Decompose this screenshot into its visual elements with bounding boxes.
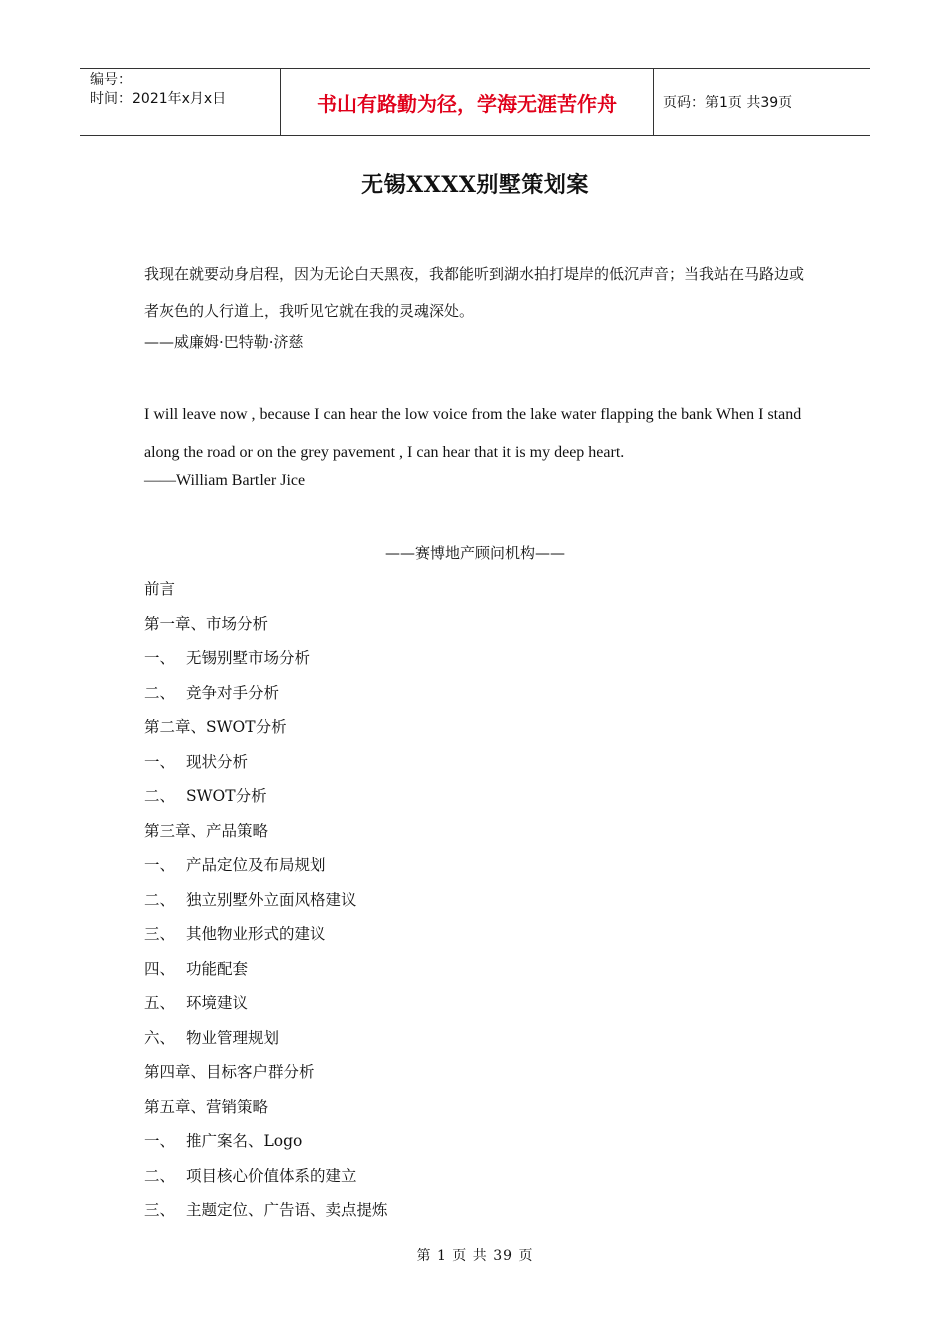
toc-item (144, 988, 388, 1023)
toc-item-text: 无锡别墅市场分析 (186, 649, 311, 667)
toc-item-number: 二、 (144, 787, 176, 805)
toc-item-number: 三、 (144, 925, 176, 943)
header-page-info: 页码：第1页 共39页 (663, 95, 793, 111)
header-meta (80, 69, 281, 135)
toc-item-number: 三、 (144, 1201, 176, 1219)
toc-item-number: 一、 (144, 649, 176, 667)
toc-item-text: 其他物业形式的建议 (186, 925, 326, 943)
page-footer: 第 1 页 共 39 页 (416, 1248, 534, 1264)
toc-item-number: 四、 (144, 959, 176, 978)
toc-item (144, 954, 388, 989)
toc-item (144, 1057, 388, 1092)
document-title: 无锡XXXX别墅策划案 (361, 172, 589, 198)
toc-item (144, 1161, 388, 1196)
toc-item-text: 功能配套 (186, 959, 249, 978)
toc-item (144, 712, 388, 747)
toc-item (144, 850, 388, 885)
toc-item-text: 第五章、营销策略 (144, 1097, 269, 1116)
toc-item-text: 推广案名、Logo (186, 1132, 303, 1150)
quote-chinese-author: ——威廉姆·巴特勒·济慈 (144, 333, 304, 351)
toc-item (144, 678, 388, 713)
toc-item (144, 1023, 388, 1058)
toc-item-text: 第三章、产品策略 (144, 821, 269, 840)
toc-item (144, 747, 388, 782)
toc-item-number: 二、 (144, 890, 176, 909)
toc-item-text: 竞争对手分析 (186, 683, 280, 702)
toc-item (144, 919, 388, 954)
quote-chinese: 我现在就要动身启程，因为无论白天黑夜，我都能听到湖水拍打堤岸的低沉声音；当我站在马路边或者灰色的人行道上，我听见它就在我的灵魂深处。 (144, 265, 805, 320)
table-of-contents (144, 574, 388, 1230)
toc-item-number: 一、 (144, 1132, 176, 1150)
toc-item-text: 第二章、SWOT分析 (144, 718, 287, 736)
toc-item (144, 643, 388, 678)
toc-item-number: 五、 (144, 994, 176, 1012)
toc-item-number: 一、 (144, 752, 176, 771)
toc-item-text: 现状分析 (186, 752, 249, 771)
toc-item (144, 609, 388, 644)
toc-item-number: 二、 (144, 1166, 176, 1185)
toc-item-text: 第四章、目标客户群分析 (144, 1063, 315, 1081)
time-label: 时间：2021年x月x日 (90, 91, 227, 107)
toc-item-text: SWOT分析 (186, 787, 267, 805)
toc-item (144, 1195, 388, 1230)
toc-item (144, 816, 388, 851)
toc-item (144, 1126, 388, 1161)
toc-item-text: 前言 (144, 580, 176, 598)
page-header (80, 68, 870, 136)
toc-item-number: 六、 (144, 1028, 176, 1047)
quote-english-author: ——William Bartler Jice (144, 472, 306, 489)
toc-item-number: 一、 (144, 856, 176, 874)
header-slogan: 书山有路勤为径，学海无涯苦作舟 (281, 69, 654, 135)
toc-item-text: 主题定位、广告语、卖点提炼 (186, 1201, 388, 1219)
toc-item-text: 第一章、市场分析 (144, 614, 269, 633)
toc-item (144, 885, 388, 920)
toc-item-text: 环境建议 (186, 994, 249, 1012)
toc-item-text: 产品定位及布局规划 (186, 856, 326, 874)
quote-english: I will leave now , because I can hear the low voice from the lake water flapping the bank When I stand along the road or on the grey pavement , I can hear that it is my deep heart. (144, 406, 802, 461)
serial-label: 编号： (90, 72, 132, 88)
toc-item-text: 独立别墅外立面风格建议 (186, 890, 357, 909)
agency-name: ——赛博地产顾问机构—— (384, 544, 565, 562)
toc-item (144, 574, 388, 609)
toc-item (144, 1092, 388, 1127)
toc-item-text: 物业管理规划 (186, 1028, 280, 1047)
toc-item-number: 二、 (144, 683, 176, 702)
toc-item (144, 781, 388, 816)
toc-item-text: 项目核心价值体系的建立 (186, 1166, 357, 1185)
